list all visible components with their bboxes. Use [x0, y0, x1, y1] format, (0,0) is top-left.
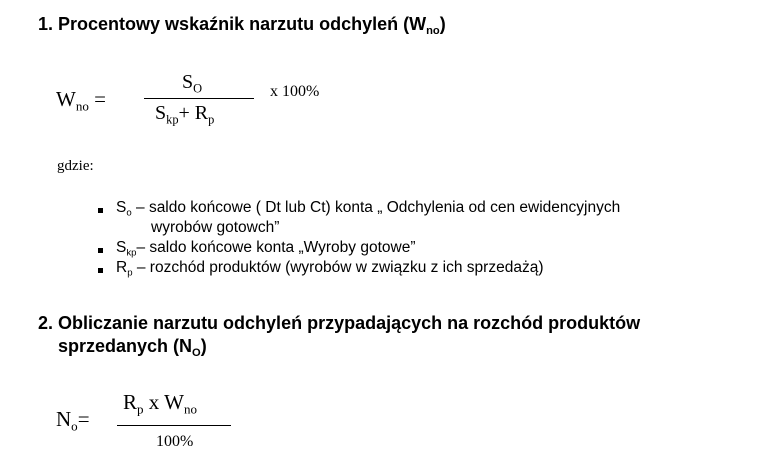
section-1-title: Procentowy wskaźnik narzutu odchyleń $(W_{no})$	[58, 14, 446, 37]
item-symbol: $S_{kp}$	[116, 239, 137, 259]
formula-1-numerator: $S_O$	[182, 71, 203, 96]
item-text: saldo końcowe ( Dt lub Ct) konta „ Odchylenia od cen ewidencyjnych	[148, 199, 621, 216]
section-2-heading	[38, 313, 640, 334]
formula-2-numerator: $R_p$ x $W_{no}$	[123, 390, 197, 417]
item-symbol: $S_o$	[116, 199, 132, 219]
formula-2-denominator: 100%	[156, 433, 194, 450]
bullet-icon	[98, 208, 103, 213]
where-label: gdzie:	[57, 158, 94, 174]
section-1-number: 1.	[38, 14, 54, 34]
item-text: saldo końcowe konta „Wyroby gotowe”	[149, 239, 416, 256]
section-2-title-line-1: Obliczanie narzutu odchyleń przypadających na rozchód produktów	[58, 313, 641, 333]
bullet-icon	[98, 248, 103, 253]
formula-1-fraction-bar	[144, 98, 254, 99]
item-text: rozchód produktów (wyrobów w związku z ich sprzedażą)	[149, 259, 544, 276]
formula-1-multiplier: x 100%	[270, 83, 320, 100]
formula-1-denominator: $S_{kp}+ R_p$	[155, 102, 215, 127]
section-2-number: 2.	[38, 313, 54, 333]
page: 1. Procentowy wskaźnik narzutu odchyleń $(W_{no})$ $W_{no}$ = $S_O$ $S_{kp}+ R_p$ x 100% gdzie: $S_o$ – saldo końcowe ( Dt lub Ct) konta „ Odchylenia od cen ewidencyjnych wyrobów gotowch” $S_{kp}-$ saldo końcowe konta „Wyroby gotowe” $R_p$ – rozchód produktów (wyrobów w związku z ich sprzedażą) 2. Obliczanie narzutu odchyleń przypadających na rozchód produktów sprzedanych $(N_O)$ $N_o=$ $R_p$ x $W_{no}$ 100%	[38, 14, 641, 450]
item-text-continuation: wyrobów gotowch”	[151, 219, 280, 236]
section-1-heading	[38, 14, 446, 35]
formula-2-fraction-bar	[117, 425, 231, 426]
formula-2-lhs: $N_o=$	[56, 407, 90, 434]
formula-1-lhs: $W_{no}$ =	[56, 87, 106, 114]
bullet-icon	[98, 268, 103, 273]
item-symbol: $R_p$	[116, 259, 133, 279]
section-2-title-line-2: sprzedanych $(N_O)$	[58, 336, 207, 359]
